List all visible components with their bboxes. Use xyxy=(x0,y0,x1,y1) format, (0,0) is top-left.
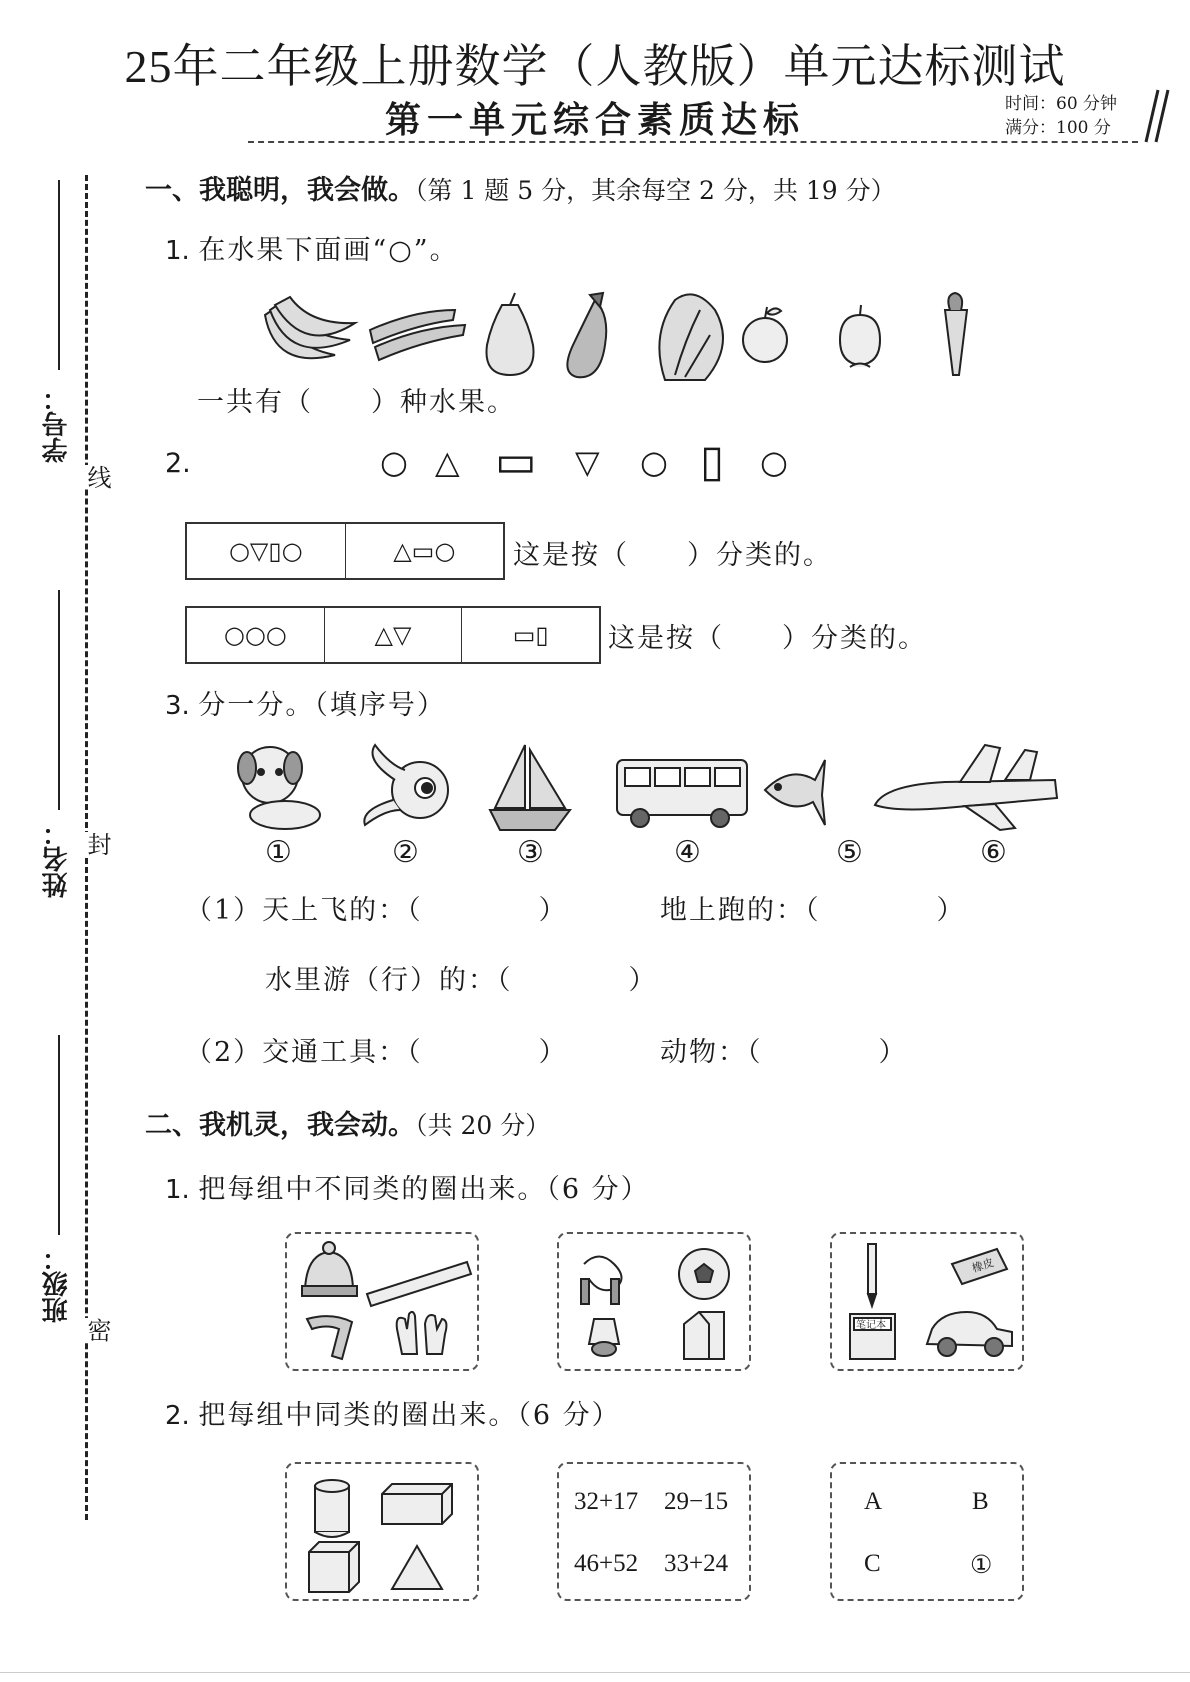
eraser-icon xyxy=(952,1249,1007,1284)
triangle-icon xyxy=(392,1546,442,1589)
q1-answer-line: 一共有（ ）种水果。 xyxy=(197,387,516,418)
bird-icon xyxy=(364,745,448,825)
student-id-label: 学号： xyxy=(42,385,72,463)
q1-text: 在水果下面画“○”。 xyxy=(198,235,459,266)
q3-label-5: ⑤ xyxy=(836,835,863,870)
page-subtitle: 第一单元综合素质达标 xyxy=(384,99,805,141)
q2-shape: ○ xyxy=(640,443,668,481)
ruler-icon xyxy=(367,1262,471,1306)
q3-line-sky: （1）天上飞的：（ ） xyxy=(185,895,568,926)
student-id-line xyxy=(58,180,60,370)
s2q2-prompt xyxy=(165,1393,621,1432)
math-expression: 32+17 xyxy=(574,1488,639,1515)
toy-car-icon xyxy=(927,1312,1012,1356)
q2-shapes-row xyxy=(380,436,840,490)
knit-hat-icon xyxy=(302,1242,357,1296)
q3-pictures-row xyxy=(225,740,1085,835)
s2q2-text: 把每组中同类的圈出来。（6 分） xyxy=(198,1400,621,1431)
math-expression: 46+52 xyxy=(574,1550,639,1577)
notebook-label: 笔记本 xyxy=(856,1320,886,1331)
sailboat-icon xyxy=(490,745,570,830)
gloves-icon xyxy=(397,1312,447,1354)
q3-label-1: ① xyxy=(265,835,292,870)
q2-classify-box-1 xyxy=(185,522,505,580)
q3-number: 3. xyxy=(165,691,190,721)
cucumber-icon xyxy=(370,310,465,360)
letter-item: ① xyxy=(970,1552,993,1579)
q2-number: 2. xyxy=(165,448,191,479)
milk-carton-icon xyxy=(684,1312,724,1359)
section2-note: （共 20 分） xyxy=(415,1111,551,1140)
cube-icon xyxy=(309,1542,359,1592)
q2-classify-box-2 xyxy=(185,606,601,664)
q3-line-transport: （2）交通工具：（ ） xyxy=(185,1037,568,1068)
s2q1-group-3 xyxy=(830,1232,1024,1371)
q1-number: 1. xyxy=(165,236,190,266)
q2-box1-text: 这是按（ ）分类的。 xyxy=(513,540,832,571)
seal-word-xian: 线 xyxy=(80,465,115,489)
q3-label-6: ⑥ xyxy=(980,835,1007,870)
q2-shape: ▭ xyxy=(495,436,537,487)
s2q1-prompt xyxy=(165,1167,650,1206)
banana-icon xyxy=(265,297,355,358)
pear-icon xyxy=(486,293,533,375)
q3-label-2: ② xyxy=(392,835,419,870)
eggplant-icon xyxy=(567,293,606,377)
produce-row xyxy=(255,285,1095,385)
fish-icon xyxy=(765,760,825,825)
q3-label-3: ③ xyxy=(517,835,544,870)
section1-title: 一、我聪明，我会做。 xyxy=(145,175,415,206)
dog-icon xyxy=(238,747,320,829)
cylinder-icon xyxy=(315,1480,349,1537)
class-label: 班级： xyxy=(42,1245,72,1323)
s2q1-group-1 xyxy=(285,1232,479,1371)
apple-icon xyxy=(743,307,787,362)
letter-item: B xyxy=(972,1488,989,1515)
s2q2-group-letters xyxy=(830,1462,1024,1601)
q2-box2-cell: △▽ xyxy=(325,608,463,662)
airplane-icon xyxy=(875,745,1057,830)
s2q1-group-2 xyxy=(557,1232,751,1371)
q3-label-4: ④ xyxy=(674,835,701,870)
q3-text: 分一分。（填序号） xyxy=(198,690,446,721)
scarf-icon xyxy=(307,1316,352,1359)
q3-line-land: 地上跑的：（ ） xyxy=(660,895,966,926)
time-score-box xyxy=(1005,92,1155,140)
s2q2-group-math xyxy=(557,1462,751,1601)
name-label: 姓名： xyxy=(42,820,72,898)
eraser-label: 橡皮 xyxy=(970,1255,996,1276)
notebook-icon xyxy=(850,1314,895,1359)
bus-icon xyxy=(617,760,747,827)
pencil-icon xyxy=(868,1244,876,1306)
s2q2-number: 2. xyxy=(165,1401,190,1431)
soccer-ball-icon xyxy=(679,1249,729,1299)
q2-shape: ○ xyxy=(380,443,408,481)
q2-box2-cell: ○○○ xyxy=(187,608,325,662)
s2q1-number: 1. xyxy=(165,1175,190,1205)
s2q2-group-shapes xyxy=(285,1462,479,1601)
q3-line-water: 水里游（行）的：（ ） xyxy=(265,965,658,996)
s2q1-text: 把每组中不同类的圈出来。（6 分） xyxy=(198,1174,650,1205)
section1-note: （第 1 题 5 分，其余每空 2 分，共 19 分） xyxy=(415,176,896,205)
jump-rope-icon xyxy=(581,1257,622,1305)
name-line xyxy=(58,590,60,810)
cabbage-icon xyxy=(659,294,723,380)
q2-box1-cell: △▭○ xyxy=(393,537,456,565)
q2-shape: ▯ xyxy=(700,436,725,487)
double-slash-icon xyxy=(1140,88,1170,144)
q2-shape: ○ xyxy=(760,443,788,481)
time-label: 时间：60 分钟 xyxy=(1005,94,1118,114)
cuboid-icon xyxy=(382,1484,452,1524)
q1-prompt xyxy=(165,228,459,267)
class-line xyxy=(58,1035,60,1235)
seal-word-mi: 密 xyxy=(80,1318,115,1342)
page-bottom-edge xyxy=(0,1672,1190,1673)
section2-title: 二、我机灵，我会动。 xyxy=(145,1110,415,1141)
shuttlecock-icon xyxy=(589,1319,619,1356)
q2-box2-cell: ▭▯ xyxy=(512,621,549,649)
carrot-icon xyxy=(945,293,967,375)
q2-shape: △ xyxy=(435,443,460,481)
math-expression: 29−15 xyxy=(664,1488,729,1515)
seal-word-feng: 封 xyxy=(80,832,115,856)
q3-prompt xyxy=(165,683,446,722)
q2-box2-text: 这是按（ ）分类的。 xyxy=(608,623,927,654)
page-title: 25年二年级上册数学（人教版）单元达标测试 xyxy=(124,41,1066,92)
math-expression: 33+24 xyxy=(664,1550,729,1577)
letter-item: A xyxy=(864,1488,883,1515)
letter-item: C xyxy=(864,1550,881,1577)
header-divider xyxy=(248,141,1138,143)
q2-shape: ▽ xyxy=(575,443,600,481)
peach-icon xyxy=(840,305,880,367)
section2-heading xyxy=(145,1103,550,1142)
q3-line-animals: 动物：（ ） xyxy=(660,1037,908,1068)
q2-box1-cell: ○▽▯○ xyxy=(187,524,346,578)
score-label: 满分：100 分 xyxy=(1005,118,1111,138)
section1-heading xyxy=(145,168,896,207)
